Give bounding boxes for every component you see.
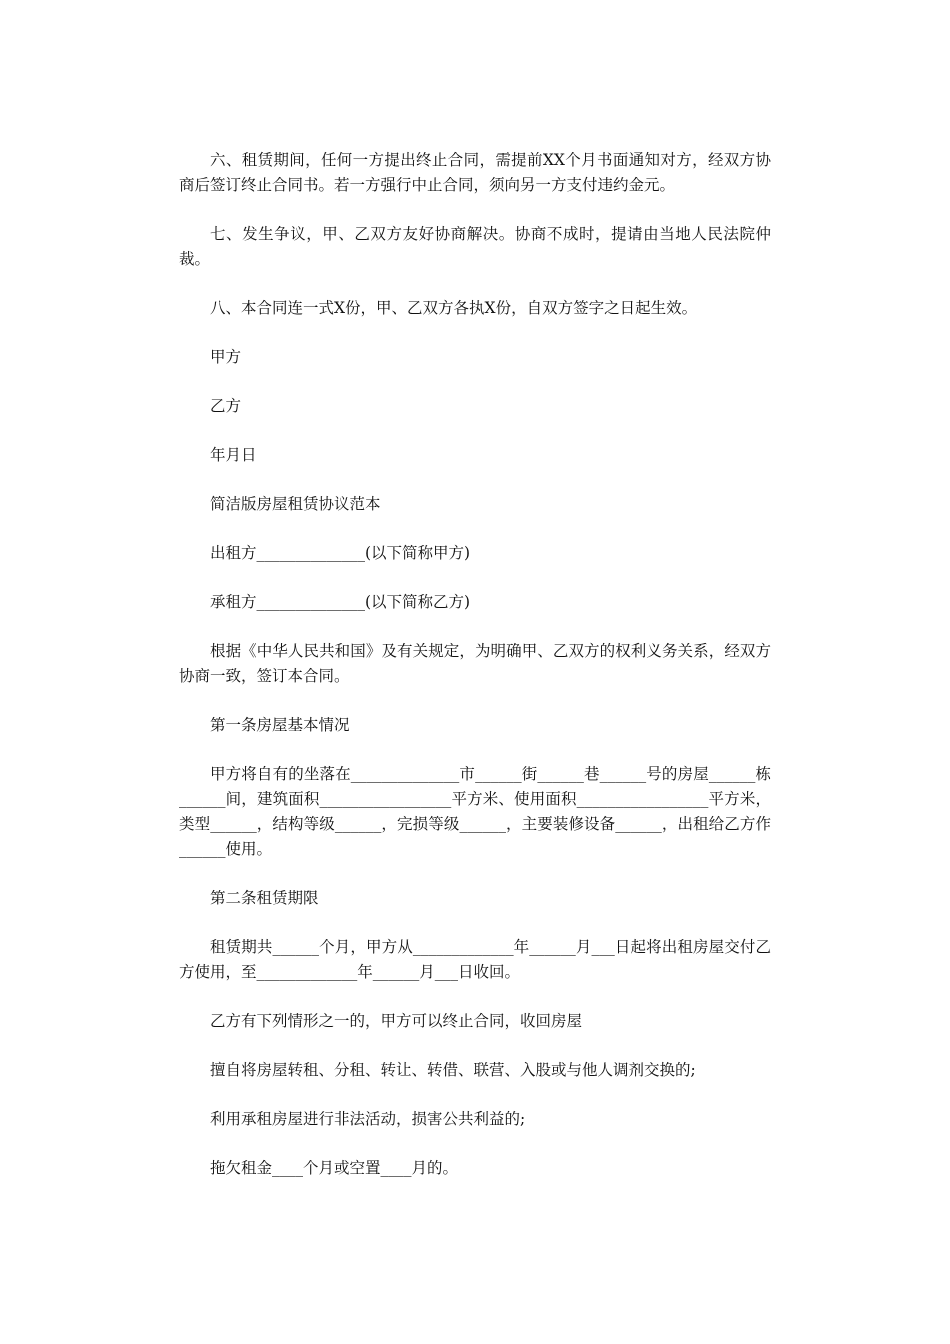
clause-six-termination-notice: 六、租赁期间，任何一方提出终止合同，需提前XX个月书面通知对方，经双方协商后签订终止合同书。若一方强行中止合同，须向另一方支付违约金元。 (179, 151, 771, 194)
termination-conditions-intro: 乙方有下列情形之一的，甲方可以终止合同，收回房屋 (210, 1012, 583, 1030)
lessee-line: 承租方______________(以下简称乙方) (210, 593, 471, 611)
date-line: 年月日 (210, 446, 257, 464)
clause-eight-copies: 八、本合同连一式X份，甲、乙双方各执X份，自双方签字之日起生效。 (210, 299, 698, 317)
section-title: 简洁版房屋租赁协议范本 (210, 495, 381, 513)
article-one-body: 甲方将自有的坐落在______________市______街______巷______号的房屋______栋______间，建筑面积_________________平方米、使用面积_________________平方米，类型______，结构等级______，完损等级______，主要装修设备______，出租给乙方作______使用。 (179, 765, 771, 858)
preamble: 根据《中华人民共和国》及有关规定，为明确甲、乙双方的权利义务关系，经双方协商一致，签订本合同。 (179, 642, 771, 685)
clause-seven-dispute: 七、发生争议，甲、乙双方友好协商解决。协商不成时，提请由当地人民法院仲裁。 (179, 225, 771, 268)
termination-condition-arrears: 拖欠租金____个月或空置____月的。 (210, 1159, 459, 1177)
lessor-line: 出租方______________(以下简称甲方) (210, 544, 471, 562)
termination-condition-illegal: 利用承租房屋进行非法活动，损害公共利益的; (210, 1110, 526, 1128)
document-body (179, 148, 771, 1205)
party-b-signature-label: 乙方 (210, 397, 242, 415)
article-one-heading: 第一条房屋基本情况 (210, 716, 350, 734)
article-two-body: 租赁期共______个月，甲方从_____________年______月___日起将出租房屋交付乙方使用，至_____________年______月___日收回。 (179, 938, 771, 981)
party-a-signature-label: 甲方 (210, 348, 242, 366)
article-two-heading: 第二条租赁期限 (210, 889, 319, 907)
termination-condition-sublet: 擅自将房屋转租、分租、转让、转借、联营、入股或与他人调剂交换的; (210, 1061, 696, 1079)
